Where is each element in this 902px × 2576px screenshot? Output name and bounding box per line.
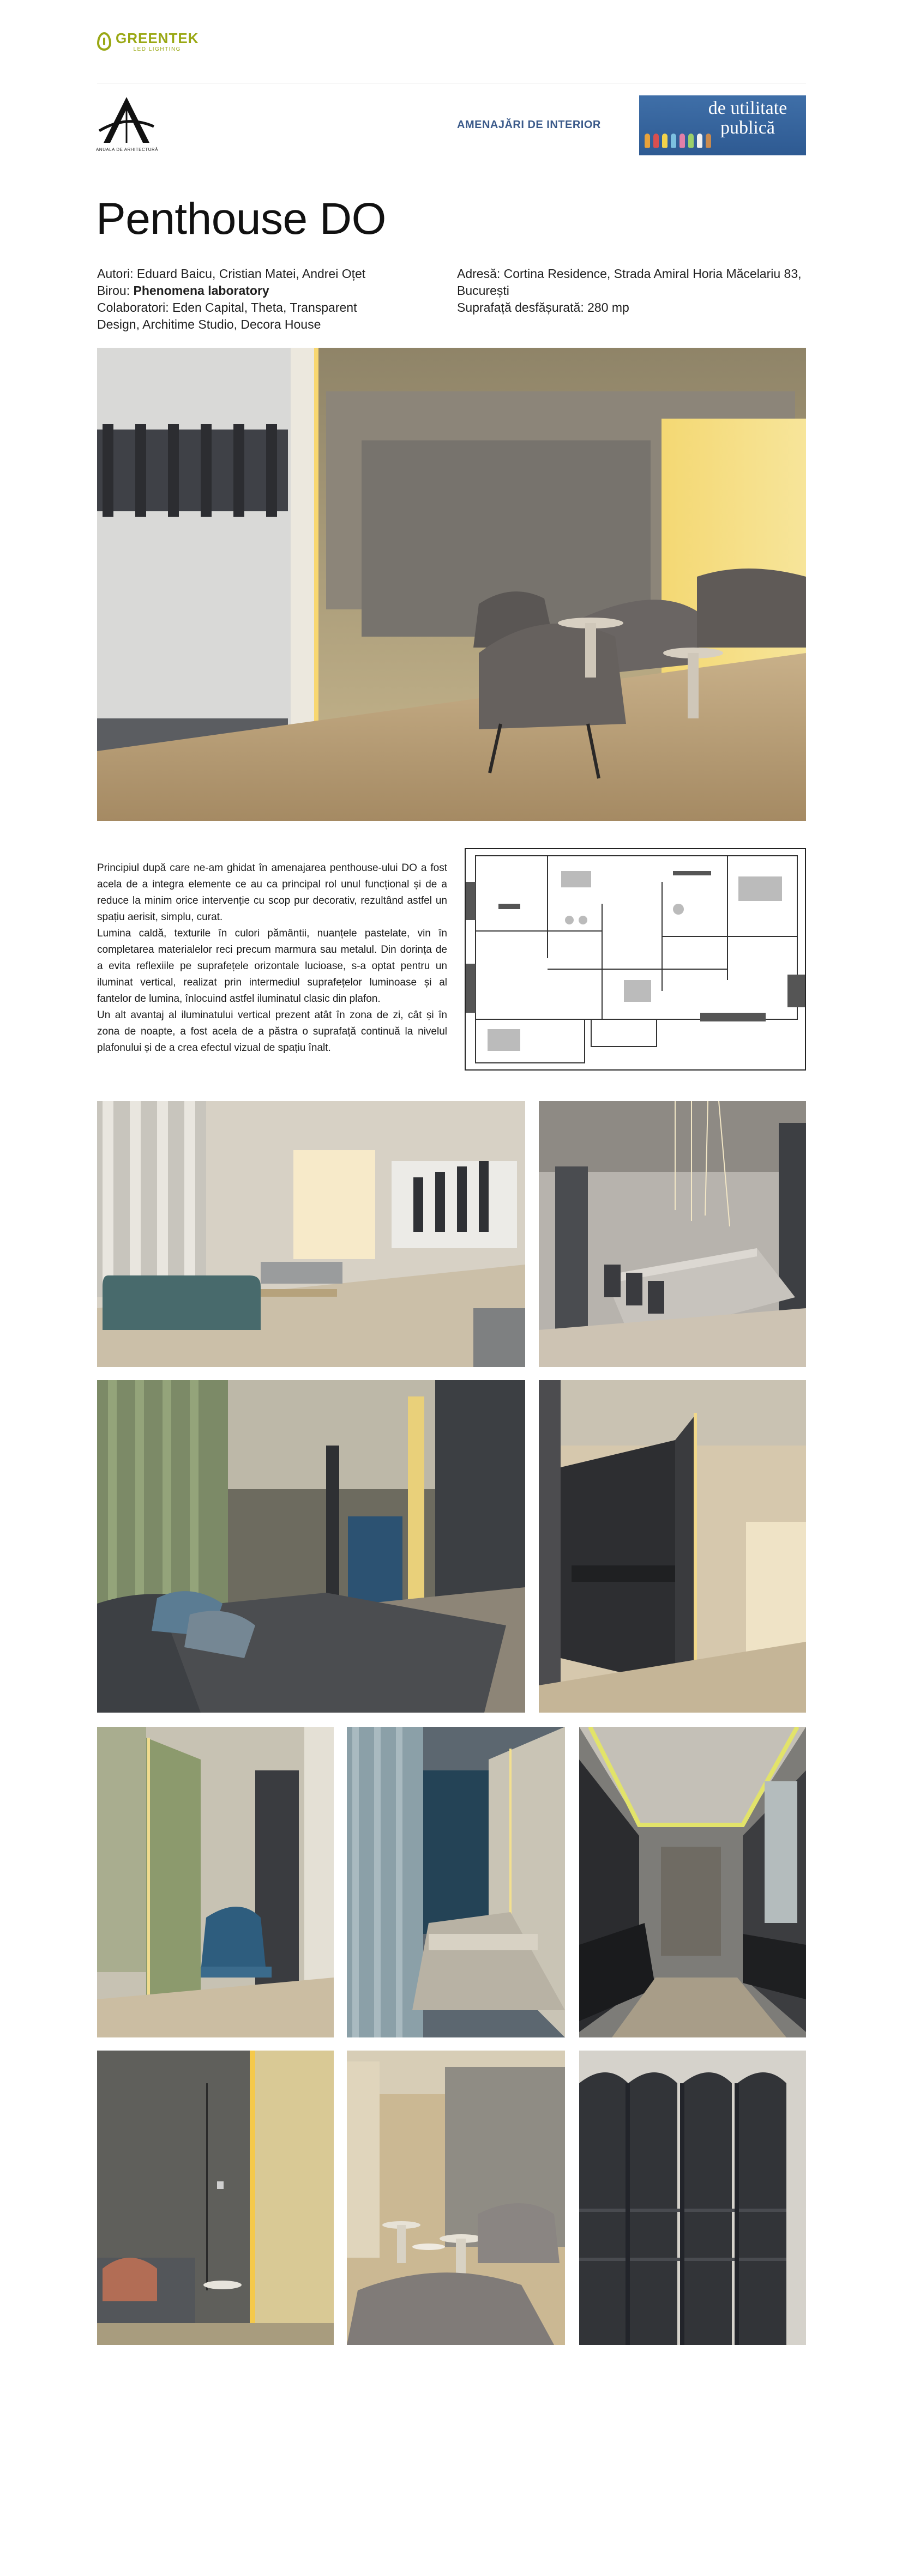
hero-photo-living-room — [97, 348, 806, 821]
collaborators-value: Eden Capital, Theta, Transparent Design, Architime Studio, Decora House — [97, 300, 357, 331]
area-line — [457, 299, 806, 316]
photo-metal-shelves — [579, 2051, 806, 2345]
photo-kitchen-corridor — [579, 1727, 806, 2037]
photo-door-light-slot — [97, 2051, 334, 2345]
description-paragraph-3: Un alt avantaj al iluminatului vertical prezent atât în zona de zi, cât și în zona de noapte, a fost acela de a păstra o suprafață continuă la nivelul plafonului și de a crea efectul vizual de spațiu înalt. — [97, 1009, 447, 1054]
photo-side-tables — [347, 2051, 565, 2345]
collaborators-line — [97, 299, 402, 333]
area-value: 280 mp — [587, 300, 629, 315]
photo-dining-marble-table — [539, 1101, 806, 1367]
greentek-name: GREENTEK — [116, 29, 199, 46]
anuala-caption: ANUALA DE ARHITECTURĂ — [95, 147, 159, 152]
badge-line-1: de utilitate — [708, 98, 787, 118]
address-value: Cortina Residence, Strada Amiral Horia Măcelariu 83, București — [457, 267, 802, 298]
area-label: Suprafață desfășurată: — [457, 300, 584, 315]
badge-line-2: publică — [720, 118, 775, 138]
page-title: Penthouse DO — [96, 194, 386, 244]
authors-value: Eduard Baicu, Cristian Matei, Andrei Oțet — [136, 267, 366, 281]
description-paragraph-2: Lumina caldă, texturile în culori pământii, nuanțele pastelate, vin în completarea materialelor reci precum marmura sau metalul. Din dorința de a evita reflexiile pe suprafețele orizontale lucioase, s-a optat pentru un iluminat vertical, realizat prin intermediul suprafețelor luminoase și al fantelor de lumina, înlocuind astfel iluminatul clasic din plafon. — [97, 928, 447, 1005]
credits-right — [457, 265, 806, 316]
office-line — [97, 282, 402, 299]
category-label[interactable]: AMENAJĂRI DE INTERIOR — [457, 119, 601, 131]
photo-bedroom — [97, 1380, 525, 1713]
leaf-icon — [97, 32, 111, 51]
authors-label: Autori: — [97, 267, 134, 281]
collaborators-label: Colaboratori: — [97, 300, 169, 315]
de-utilitate-publica-badge[interactable] — [639, 95, 806, 155]
description-paragraph-1: Principiul după care ne-am ghidat în amenajarea penthouse-ului DO a fost acela de a integra elemente ce au ca principal rol unul funcțional și de a reduce la minim orice intervenție cu scop pur decorativ, rezultând astfel un spațiu aerisit, simplu, curat. — [97, 862, 447, 923]
photo-living-room-sofa — [97, 1101, 525, 1367]
authors-line — [97, 265, 402, 282]
photo-kitchen-island — [539, 1380, 806, 1713]
office-value: Phenomena laboratory — [133, 283, 269, 298]
greentek-tagline: LED LIGHTING — [133, 46, 181, 52]
floor-plan-drawing — [465, 848, 806, 1071]
photo-reading-chair — [97, 1727, 334, 2037]
address-label: Adresă: — [457, 267, 501, 281]
address-line — [457, 265, 806, 299]
photo-bathroom-glass — [347, 1727, 565, 2037]
office-label: Birou: — [97, 283, 130, 298]
project-description — [97, 860, 447, 1056]
greentek-logo[interactable] — [97, 28, 223, 55]
credits-left — [97, 265, 402, 333]
